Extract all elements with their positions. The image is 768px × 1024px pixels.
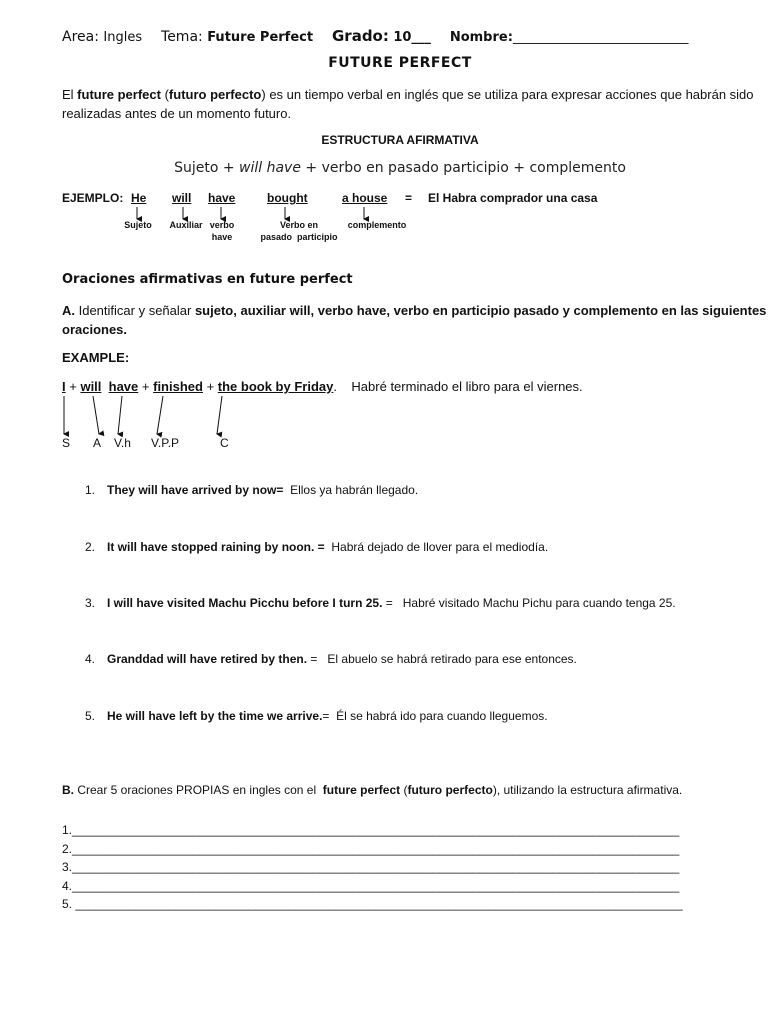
structure-formula: Sujeto + will have + verbo en pasado participio + complemento (174, 160, 626, 176)
ex2-tag-a: A (93, 436, 102, 450)
answer-line[interactable]: 3.___________________________________________________________________________________________ (62, 860, 680, 874)
sentence-item: 5. He will have left by the time we arrive.= Él se habrá ido para cuando lleguemos. (85, 709, 548, 723)
example-word-have: have (208, 191, 236, 205)
tag-auxiliar: Auxiliar (169, 220, 203, 230)
exercise-a-line-2: oraciones. (62, 322, 128, 337)
tag-verbo-have: verbo have (209, 220, 235, 242)
ex2-tag-vpp: V.P.P (151, 436, 180, 450)
exercise-b: B. Crear 5 oraciones PROPIAS en ingles con el future perfect (futuro perfecto), utilizando la estructura afirmativa. (62, 783, 683, 797)
tag-sujeto: Sujeto (124, 220, 152, 230)
example-word-he: He (131, 191, 147, 205)
sentence-item: 4. Granddad will have retired by then. = El abuelo se habrá retirado para ese entonces. (85, 652, 577, 666)
example-word-a-house: a house (342, 191, 388, 205)
ex2-will: will (80, 379, 102, 394)
exercise-b-term-es: futuro perfecto (407, 783, 493, 797)
intro-line-2: realizadas antes de un momento futuro. (62, 106, 292, 121)
intro-term: future perfect (77, 87, 161, 102)
answer-line[interactable]: 2.___________________________________________________________________________________________ (62, 841, 680, 856)
grado-value: 10___ (393, 30, 431, 45)
area-value: Ingles (103, 30, 143, 45)
example-equals: = (405, 191, 413, 205)
nombre-line: ___________________________ (512, 30, 689, 45)
intro-line-1: El future perfect (futuro perfecto) es un tiempo verbal en inglés que se utiliza para expresar acciones que habrán sido (62, 87, 754, 102)
intro-term-es: futuro perfecto (168, 87, 262, 102)
ex2-translation: . Habré terminado el libro para el viernes. (333, 379, 583, 394)
answer-line[interactable]: 1.___________________________________________________________________________________________ (62, 823, 680, 837)
example-word-bought: bought (267, 191, 308, 205)
grado-label: Grado: (331, 27, 389, 45)
ex2-complement: the book by Friday (217, 379, 334, 394)
example-label: EJEMPLO: (62, 191, 124, 205)
exercise-b-term: future perfect (322, 783, 401, 797)
tema-label: Tema: (161, 29, 203, 45)
example2-label: EXAMPLE: (62, 350, 130, 365)
sentence-item: 3. I will have visited Machu Picchu before I turn 25. = Habré visitado Machu Pichu para cuando tenga 25. (85, 596, 676, 610)
ex2-tag-c: C (220, 436, 229, 450)
area-label: Area: (62, 29, 99, 45)
section-heading: Oraciones afirmativas en future perfect (62, 272, 353, 287)
page-title: FUTURE PERFECT (328, 55, 472, 71)
exercise-a-line-1: A. Identificar y señalar sujeto, auxiliar will, verbo have, verbo en participio pasado y complemento en las siguientes (62, 303, 767, 318)
arrow-ex2-c (217, 396, 222, 434)
ex2-have: have (108, 379, 139, 394)
example-translation: El Habra comprador una casa (428, 191, 598, 205)
tag-verbo-participio: Verbo en pasado participio (260, 220, 338, 242)
example2-sentence: I + will have + finished + the book by Friday. Habré terminado el libro para el viernes. (62, 379, 583, 394)
example-word-will: will (172, 191, 192, 205)
ex2-tag-s: S (62, 436, 71, 450)
arrow-ex2-vpp (157, 396, 163, 434)
answer-lines (62, 821, 722, 914)
ex2-finished: finished (153, 379, 203, 394)
arrow-ex2-vh (118, 396, 122, 434)
formula-will-have: will have (239, 160, 301, 176)
arrow-ex2-a (93, 396, 99, 434)
sentence-item: 1. They will have arrived by now= Ellos ya habrán llegado. (85, 483, 419, 497)
ex2-subject: I (62, 379, 66, 394)
nombre-label: Nombre: (449, 30, 513, 45)
answer-line[interactable]: 5. ___________________________________________________________________________________________ (62, 897, 683, 911)
structure-heading: ESTRUCTURA AFIRMATIVA (321, 133, 479, 147)
sentence-item: 2. It will have stopped raining by noon. = Habrá dejado de llover para el mediodía. (85, 540, 549, 554)
tag-complemento: complemento (347, 220, 407, 230)
answer-line[interactable]: 4.___________________________________________________________________________________________ (62, 878, 680, 893)
ex2-tag-vh: V.h (114, 436, 131, 450)
tema-value: Future Perfect (207, 30, 314, 45)
